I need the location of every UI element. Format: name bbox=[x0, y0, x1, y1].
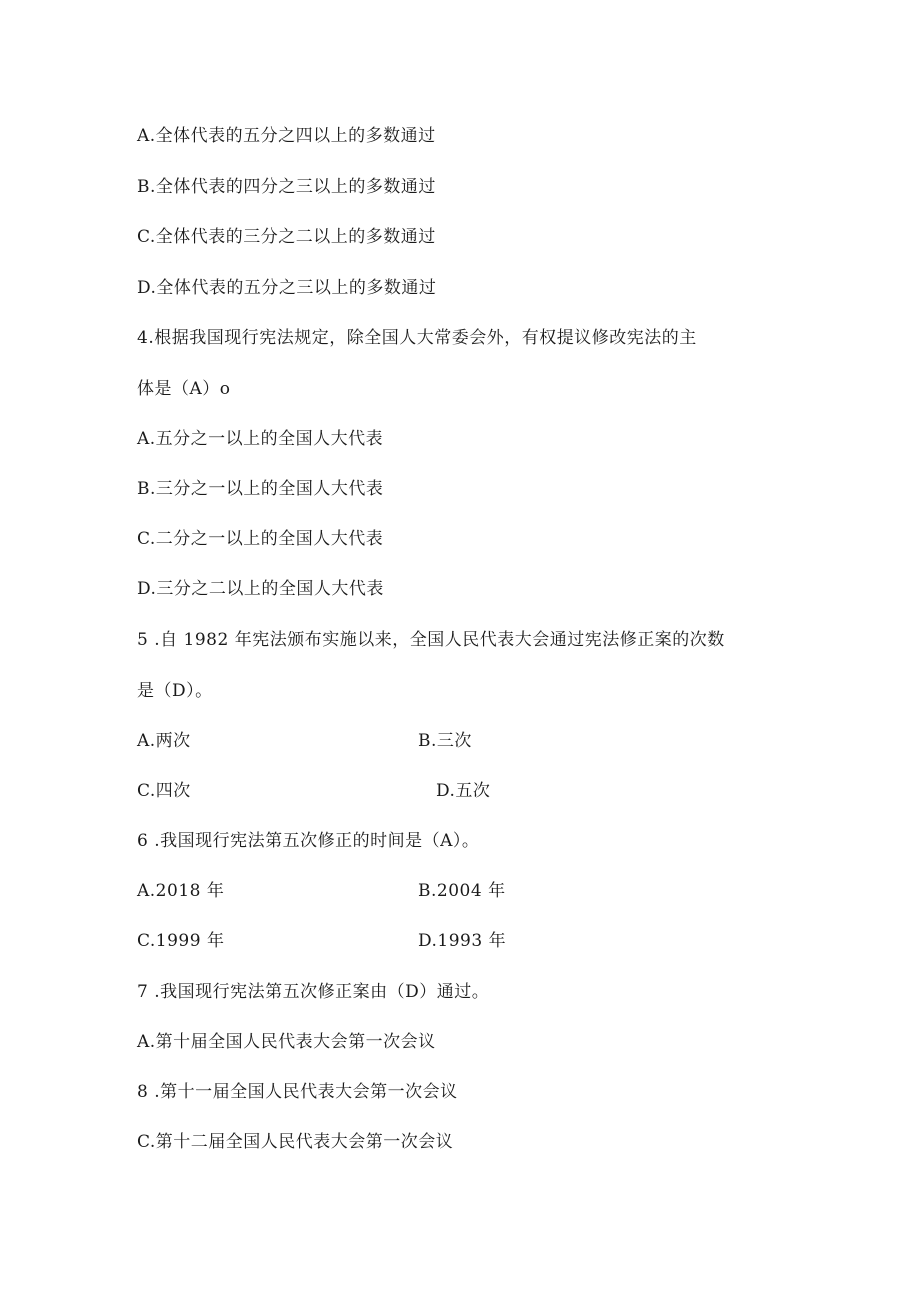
q3-option-d: D.全体代表的五分之三以上的多数通过 bbox=[137, 278, 437, 298]
q3-option-c: C.全体代表的三分之二以上的多数通过 bbox=[137, 227, 436, 247]
q4-stem-line-2: 体是（A）o bbox=[137, 379, 231, 399]
q3-option-b: B.全体代表的四分之三以上的多数通过 bbox=[137, 177, 436, 197]
q4-option-c: C.二分之一以上的全国人大代表 bbox=[137, 529, 384, 549]
q6-stem: 6 .我国现行宪法第五次修正的时间是（A）。 bbox=[137, 831, 480, 851]
q7-option-c: C.第十二届全国人民代表大会第一次会议 bbox=[137, 1132, 454, 1152]
q3-option-a: A.全体代表的五分之四以上的多数通过 bbox=[137, 126, 436, 146]
q6-option-d: D.1993 年 bbox=[418, 931, 507, 951]
q4-option-d: D.三分之二以上的全国人大代表 bbox=[137, 579, 384, 599]
q5-option-b: B.三次 bbox=[418, 731, 472, 751]
q7-option-a: A.第十届全国人民代表大会第一次会议 bbox=[137, 1032, 436, 1052]
q7-stem: 7 .我国现行宪法第五次修正案由（D）通过。 bbox=[137, 982, 490, 1002]
q5-stem-line-1: 5 .自 1982 年宪法颁布实施以来，全国人民代表大会通过宪法修正案的次数 bbox=[137, 630, 725, 650]
q4-option-b: B.三分之一以上的全国人大代表 bbox=[137, 479, 384, 499]
q6-option-c: C.1999 年 bbox=[137, 931, 225, 951]
q5-option-a: A.两次 bbox=[137, 731, 191, 751]
q5-option-c: C.四次 bbox=[137, 781, 191, 801]
q6-option-b: B.2004 年 bbox=[418, 881, 506, 901]
q5-option-d: D.五次 bbox=[436, 781, 491, 801]
q5-stem-line-2: 是（D）。 bbox=[137, 681, 213, 701]
q4-stem-line-1: 4.根据我国现行宪法规定，除全国人大常委会外，有权提议修改宪法的主 bbox=[137, 328, 697, 348]
q7-option-b: 8 .第十一届全国人民代表大会第一次会议 bbox=[137, 1082, 458, 1102]
q4-option-a: A.五分之一以上的全国人大代表 bbox=[137, 429, 384, 449]
q6-option-a: A.2018 年 bbox=[137, 881, 225, 901]
